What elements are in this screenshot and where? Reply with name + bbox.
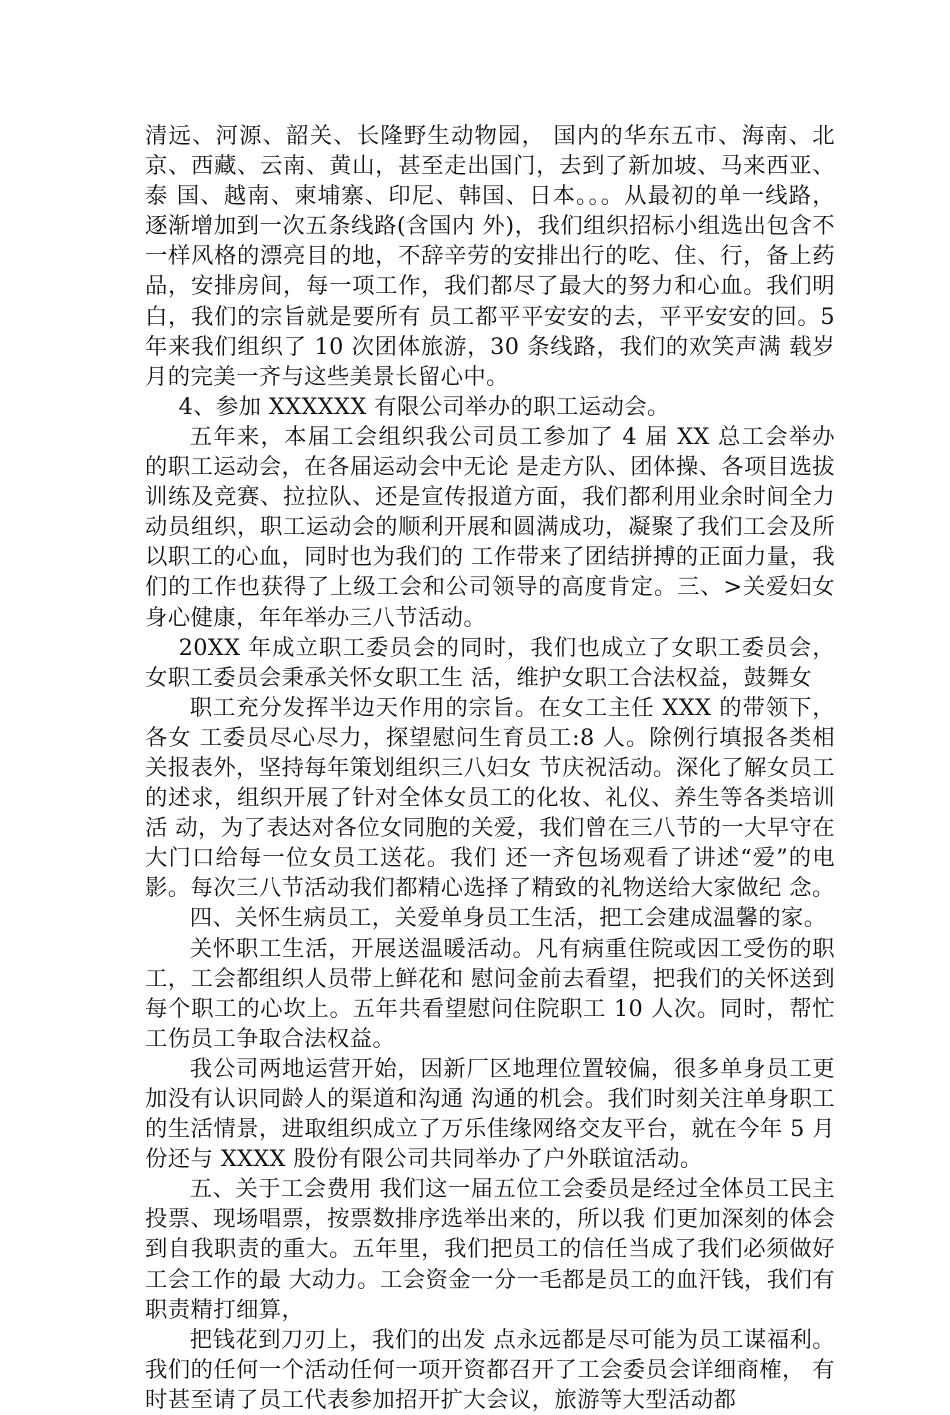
paragraph-sports-body: 五年来，本届工会组织我公司员工参加了 4 届 XX 总工会举办的职工运动会，在各届运动会中无论 是走方队、团体操、各项目选拔训练及竞赛、拉拉队、还是宣传报道方面，我们都利用业余时间全力 动员组织，职工运动会的顺利开展和圆满成功，凝聚了我们工会及所以职工的心血，同时也为我们的 工作带来了团结拼搏的正面力量，我们的工作也获得了上级工会和公司领导的高度肯定。三、>关爱妇女身心健康，年年举办三八节活动。 [145, 423, 835, 631]
paragraph-union-fees: 五、关于工会费用 我们这一届五位工会委员是经过全体员工民主投票、现场唱票，按票数排序选举出来的，所以我 们更加深刻的体会到自我职责的重大。五年里，我们把员工的信任当成了我们必须做好工会工作的最 大动力。工会资金一分一毛都是员工的血汗钱，我们有职责精打细算， [145, 1176, 835, 1323]
paragraph-care-heading: 四、关怀生病员工，关爱单身员工生活，把工会建成温馨的家。 [189, 905, 827, 932]
paragraph-sports-heading: 4、参加 XXXXXX 有限公司举办的职工运动会。 [178, 393, 670, 420]
paragraph-spending: 把钱花到刀刃上，我们的出发 点永远都是尽可能为员工谋福利。我们的任何一个活动任何一项开资都召开了工会委员会详细商榷， 有时甚至请了员工代表参加招开扩大会议，旅游等大型活动都 [145, 1326, 835, 1413]
document-page [145, 121, 835, 1415]
paragraph-care-sick: 关怀职工生活，开展送温暖活动。凡有病重住院或因工受伤的职工，工会都组织人员带上鲜花和 慰问金前去看望，把我们的关怀送到每个职工的心坎上。五年共看望慰问住院职工 10 人次。同时，帮忙工伤员工争取合法权益。 [145, 935, 835, 1052]
paragraph-women-activities: 职工充分发挥半边天作用的宗旨。在女工主任 XXX 的带领下，各女 工委员尽心尽力，探望慰问生育员工:8 人。除例行填报各类相关报表外，坚持每年策划组织三八妇女 节庆祝活动。深化了解女员工的述求，组织开展了针对全体女员工的化妆、礼仪、养生等各类培训活 动，为了表达对各位女同胞的关爱，我们曾在三八节的一大早守在大门口给每一位女员工送花。我们 还一齐包场观看了讲述“爱”的电影。每次三八节活动我们都精心选择了精致的礼物送给大家做纪 念。 [145, 694, 835, 902]
paragraph-travel-summary: 清远、河源、韶关、长隆野生动物园， 国内的华东五市、海南、北京、西藏、云南、黄山，甚至走出国门，去到了新加坡、马来西亚、泰 国、越南、柬埔寨、印尼、韩国、日本。。。从最初的单一线路，逐渐增加到一次五条线路(含国内 外)，我们组织招标小组选出包含不一样风格的漂亮目的地，不辞辛劳的安排出行的吃、住、行，备上药品，安排房间，每一项工作，我们都尽了最大的努力和心血。我们明白，我们的宗旨就是要所有 员工都平平安安的去，平平安安的回。5 年来我们组织了 10 次团体旅游，30 条线路，我们的欢笑声满 载岁月的完美一齐与这些美景长留心中。 [145, 123, 835, 390]
paragraph-women-committee: 20XX 年成立职工委员会的同时，我们也成立了女职工委员会，女职工委员会秉承关怀女职工生 活，维护女职工合法权益，鼓舞女 [145, 634, 835, 691]
paragraph-single-employees: 我公司两地运营开始，因新厂区地理位置较偏，很多单身员工更加没有认识同龄人的渠道和沟通 沟通的机会。我们时刻关注单身职工的生活情景，进取组织成立了万乐佳缘网络交友平台，就在今年 5 月份还与 XXXX 股份有限公司共同举办了户外联谊活动。 [145, 1055, 835, 1173]
